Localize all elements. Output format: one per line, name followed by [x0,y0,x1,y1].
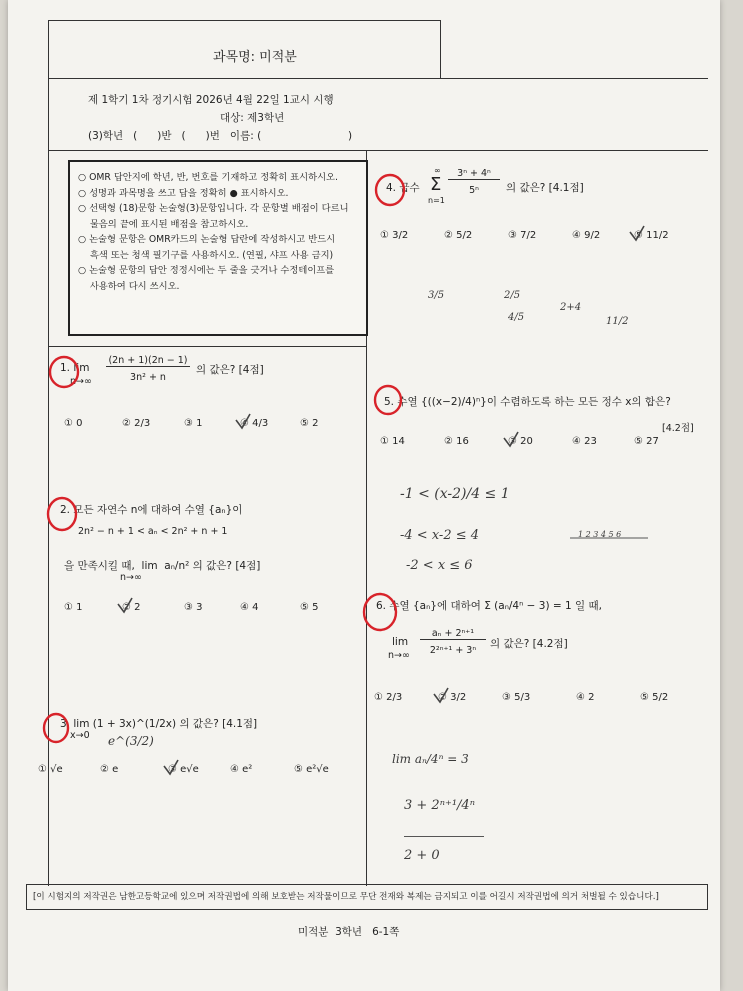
q5-check-mark [504,432,518,446]
q3-limit-sub: x→0 [70,730,90,741]
q5-choice-3[interactable]: ③ 20 [508,436,533,447]
q6-work-1: lim aₙ/4ⁿ = 3 [392,752,469,766]
q5-choice-5[interactable]: ⑤ 27 [634,436,659,447]
q1-prefix: 1. lim [60,362,90,374]
q5-choice-2[interactable]: ② 16 [444,436,469,447]
instruction-line: ○ 선택형 (18)문항 논술형(3)문항입니다. 각 문항별 배점이 다르니 [78,203,349,214]
q1-numerator: (2n + 1)(2n − 1) [106,355,190,367]
q5-choice-4[interactable]: ④ 23 [572,436,597,447]
q6-choice-1[interactable]: ① 2/3 [374,692,403,703]
q4-choice-2[interactable]: ② 5/2 [444,230,473,241]
q4-check-mark [630,226,644,240]
q3-choice-5[interactable]: ⑤ e²√e [294,764,329,775]
q6-red-circle [364,594,396,630]
q4-red-circle [376,175,404,205]
q4-sigma-top: ∞ [434,166,441,175]
q1-choice-5[interactable]: ⑤ 2 [300,418,319,429]
instruction-line: 물음의 끝에 표시된 배점을 참고하시오. [78,218,249,230]
q2-choice-1[interactable]: ① 1 [64,602,83,613]
q5-work-3: -2 < x ≤ 6 [406,558,473,573]
q3-red-circle [44,714,68,742]
instruction-line: 흑색 또는 청색 필기구를 사용하시오. (연필, 샤프 사용 금지) [78,249,334,261]
q3-text: 3. lim (1 + 3x)^(1/2x) 의 값은? [4.1점] [60,718,258,730]
q5-text: 5. 수열 {((x−2)/4)ⁿ}이 수렴하도록 하는 모든 정수 x의 합은? [384,396,671,408]
q6-limit-sub: n→∞ [388,650,410,661]
q4-work-2: 2/5 [504,290,521,301]
q1-limit-sub: n→∞ [70,376,92,387]
q6-choice-2[interactable]: ② 3/2 [438,692,467,703]
q1-red-circle [50,357,78,387]
q3-choice-4[interactable]: ④ e² [230,764,253,775]
q1-choice-1[interactable]: ① 0 [64,418,83,429]
q3-choice-2[interactable]: ② e [100,764,119,775]
q2-choice-4[interactable]: ④ 4 [240,602,259,613]
q6-work-3: 2 + 0 [404,848,440,863]
q5-red-circle [375,386,401,414]
copyright-notice: [이 시험지의 저작권은 남한고등학교에 있으며 저작권법에 의해 보호받는 저작물이므로 무단 전재와 복제는 금지되고 이를 어길시 저작권법에 의거 처벌될 수 있습니다.] [26,884,708,910]
q6-line1: 6. 수열 {aₙ}에 대하여 Σ (aₙ/4ⁿ − 3) = 1 일 때, [376,600,602,612]
q1-choice-2[interactable]: ② 2/3 [122,418,151,429]
q2-choice-5[interactable]: ⑤ 5 [300,602,319,613]
q6-choice-4[interactable]: ④ 2 [576,692,595,703]
q5-points: [4.2점] [662,423,694,434]
instruction-line: ○ OMR 답안지에 학년, 반, 번호를 기재하고 정확히 표시하시오. [78,172,338,183]
q2-line1: 2. 모든 자연수 n에 대하여 수열 {aₙ}이 [60,504,243,516]
q5-work-1: -1 < (x-2)/4 ≤ 1 [400,486,510,502]
q1-choice-3[interactable]: ③ 1 [184,418,203,429]
q2-choice-2[interactable]: ② 2 [122,602,141,613]
q4-work-1: 3/5 [428,290,445,301]
q1-denominator: 3n² + n [130,372,166,383]
q1-choice-4[interactable]: ④ 4/3 [240,418,269,429]
q6-lim: lim [392,636,409,648]
q4-prefix: 4. 급수 [386,182,420,194]
q3-handwriting: e^(3/2) [108,734,154,748]
q2-choice-3[interactable]: ③ 3 [184,602,203,613]
q5-choice-1[interactable]: ① 14 [380,436,405,447]
instruction-line: 사용하여 다시 쓰시오. [78,280,180,292]
q4-numerator: 3ⁿ + 4ⁿ [448,168,500,180]
q4-sigma-bottom: n=1 [428,196,445,205]
q4-text: 의 값은? [4.1점] [506,182,584,194]
q6-numerator: aₙ + 2ⁿ⁺¹ [420,628,486,640]
q2-line3: 을 만족시킬 때, lim aₙ/n² 의 값은? [4점] [64,560,261,572]
q4-choice-1[interactable]: ① 3/2 [380,230,409,241]
instruction-line: ○ 논술형 문항은 OMR카드의 논술형 답란에 작성하시고 반드시 [78,234,336,245]
q4-choice-5[interactable]: ⑤ 11/2 [634,230,669,241]
subject-title: 과목명: 미적분 [213,50,297,65]
q4-choice-4[interactable]: ④ 9/2 [572,230,601,241]
q3-check-mark [164,760,178,774]
q6-choice-3[interactable]: ③ 5/3 [502,692,531,703]
instruction-line: ○ 성명과 과목명을 쓰고 답을 정확히 ● 표시하시오. [78,187,289,199]
q2-limit-sub: n→∞ [120,572,142,583]
q3-choice-1[interactable]: ① √e [38,764,63,775]
q2-red-circle [48,498,76,530]
q6-work-2: 3 + 2ⁿ⁺¹/4ⁿ [404,798,475,813]
q1-text: 의 값은? [4점] [196,364,264,376]
student-info: (3)학년 ( )반 ( )번 이름: ( ) [88,130,353,142]
q4-choice-3[interactable]: ③ 7/2 [508,230,537,241]
q2-check-mark [118,598,132,612]
q5-number-line: 1 2 3 4 5 6 [578,530,622,539]
q6-denominator: 2²ⁿ⁺¹ + 3ⁿ [429,645,477,656]
q6-text: 의 값은? [4.2점] [490,638,568,650]
target-grade: 대상: 제3학년 [220,112,285,124]
q1-check-mark [236,414,250,428]
exam-paper [8,0,720,991]
instruction-line: ○ 논술형 문항의 답안 정정시에는 두 줄을 긋거나 수정테이프를 [78,265,335,276]
page-number: 미적분 3학년 6-1쪽 [298,926,400,938]
q5-work-2: -4 < x-2 ≤ 4 [400,528,480,543]
q4-work-5: 11/2 [606,316,629,327]
q2-inequality: 2n² − n + 1 < aₙ < 2n² + n + 1 [78,526,228,537]
q4-sigma: Σ [430,174,442,195]
exam-info: 제 1학기 1차 정기시험 2026년 4월 22일 1교시 시행 [88,94,334,106]
answer-marks [8,0,720,991]
q4-work-4: 2+4 [560,302,582,313]
q6-choice-5[interactable]: ⑤ 5/2 [640,692,669,703]
q4-work-3: 4/5 [508,312,525,323]
q6-check-mark [434,688,448,702]
q4-denominator: 5ⁿ [469,185,479,196]
q3-choice-3[interactable]: ③ e√e [168,764,199,775]
